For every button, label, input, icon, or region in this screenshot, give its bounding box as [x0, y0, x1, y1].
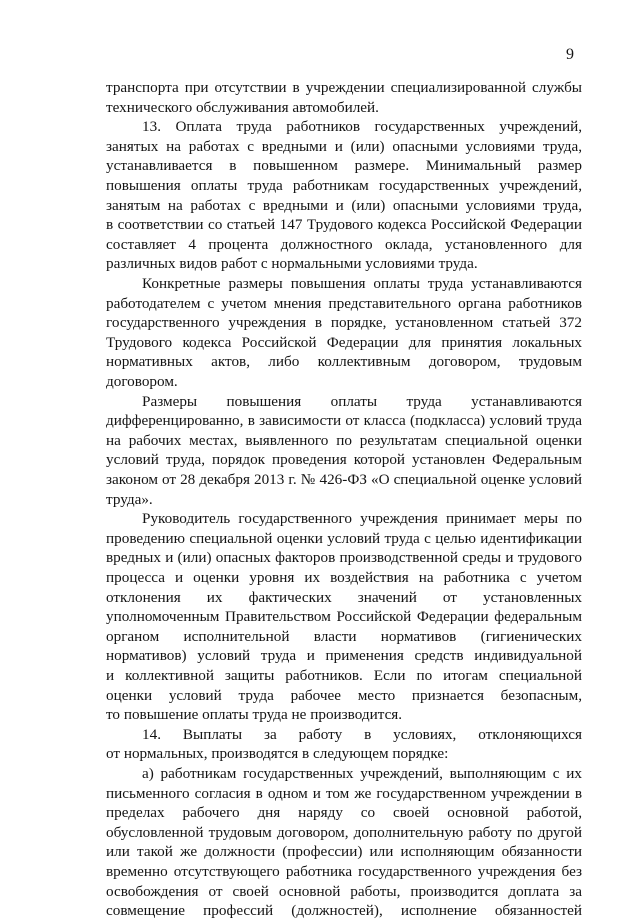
text-line: устанавливается в повышенном размере. Минимальный размер [106, 157, 582, 175]
text-line: работодателем с учетом мнения представительного органа работников [106, 294, 582, 312]
text-line: условий труда, порядок проведения которой установлен Федеральным [106, 451, 582, 469]
text-line: проведению специальной оценки условий труда с целью идентификации [106, 529, 582, 547]
text-line: занятых на работах с вредными и (или) опасными условиями труда, [106, 137, 582, 155]
page-number: 9 [566, 46, 574, 63]
text-line: труда». [106, 490, 153, 508]
text-line: обусловленной трудовым договором, дополнительную работу по другой [106, 823, 582, 841]
text-line: органом исполнительной власти нормативов (гигиенических [106, 627, 582, 645]
text-line: договором. [106, 373, 178, 390]
text-line: повышения оплаты труда работникам государственных учреждений, [106, 177, 582, 194]
text-line: 14. Выплаты за работу в условиях, отклоняющихся [142, 725, 582, 743]
text-line: письменного согласия в одном и том же государственном учреждении в [106, 784, 582, 802]
text-line: временно отсутствующего работника государственного учреждения без [106, 863, 582, 880]
text-line: то повышение оплаты труда не производится. [106, 706, 403, 724]
text-line: 13. Оплата труда работников государственных учреждений, [142, 118, 582, 136]
text-line: нормативов) условий труда и применения средств индивидуальной [106, 647, 582, 665]
text-line: технического обслуживания автомобилей. [106, 98, 379, 116]
text-line: государственного учреждения в порядке, установленном статьей 372 [106, 314, 582, 332]
text-line: Размеры повышения оплаты труда устанавливаются [142, 392, 582, 410]
text-line: различных видов работ с нормальными условиями труда. [106, 255, 478, 273]
text-line: или такой же должности (профессии) или исполняющим обязанности [106, 843, 582, 861]
text-line: вредных и (или) опасных факторов производственной среды и трудового [106, 549, 582, 567]
text-line: занятым на работах с вредными и (или) опасными условиями труда, [106, 196, 582, 214]
text-line: законом от 28 декабря 2013 г. № 426-ФЗ «О специальной оценке условий [106, 471, 582, 488]
text-line: от нормальных, производятся в следующем порядке: [106, 745, 449, 763]
text-line: Трудового кодекса Российской Федерации для принятия локальных [106, 333, 582, 351]
text-line: составляет 4 процента должностного оклада, установленного для [106, 235, 582, 253]
text-line: Руководитель государственного учреждения принимает меры по [142, 510, 582, 528]
text-line: а) работникам государственных учреждений, выполняющим с их [142, 765, 582, 782]
text-line: процесса и оценки уровня их воздействия на работника с учетом [106, 569, 582, 586]
text-line: совмещение профессий (должностей), исполнение обязанностей [106, 902, 582, 920]
text-line: и коллективной защиты работников. Если по итогам специальной [106, 667, 582, 684]
text-line: освобождения от своей основной работы, производится доплата за [106, 882, 582, 900]
text-line: дифференцированно, в зависимости от класса (подкласса) условий труда [106, 412, 582, 430]
text-line: оценки условий труда рабочее место признается безопасным, [106, 686, 582, 704]
text-line: пределах рабочего дня наряду со своей основной работой, [106, 804, 582, 822]
text-line: отклонения их фактических значений от установленных [106, 588, 582, 606]
text-line: на рабочих местах, выявленного по результатам специальной оценки [106, 431, 582, 449]
text-line: нормативных актов, либо коллективным договором, трудовым [106, 353, 582, 371]
text-line: уполномоченным Правительством Российской Федерации федеральным [106, 608, 582, 626]
text-line: в соответствии со статьей 147 Трудового кодекса Российской Федерации [106, 216, 582, 234]
text-line: Конкретные размеры повышения оплаты труда устанавливаются [142, 275, 582, 292]
text-line: транспорта при отсутствии в учреждении специализированной службы [106, 79, 582, 96]
